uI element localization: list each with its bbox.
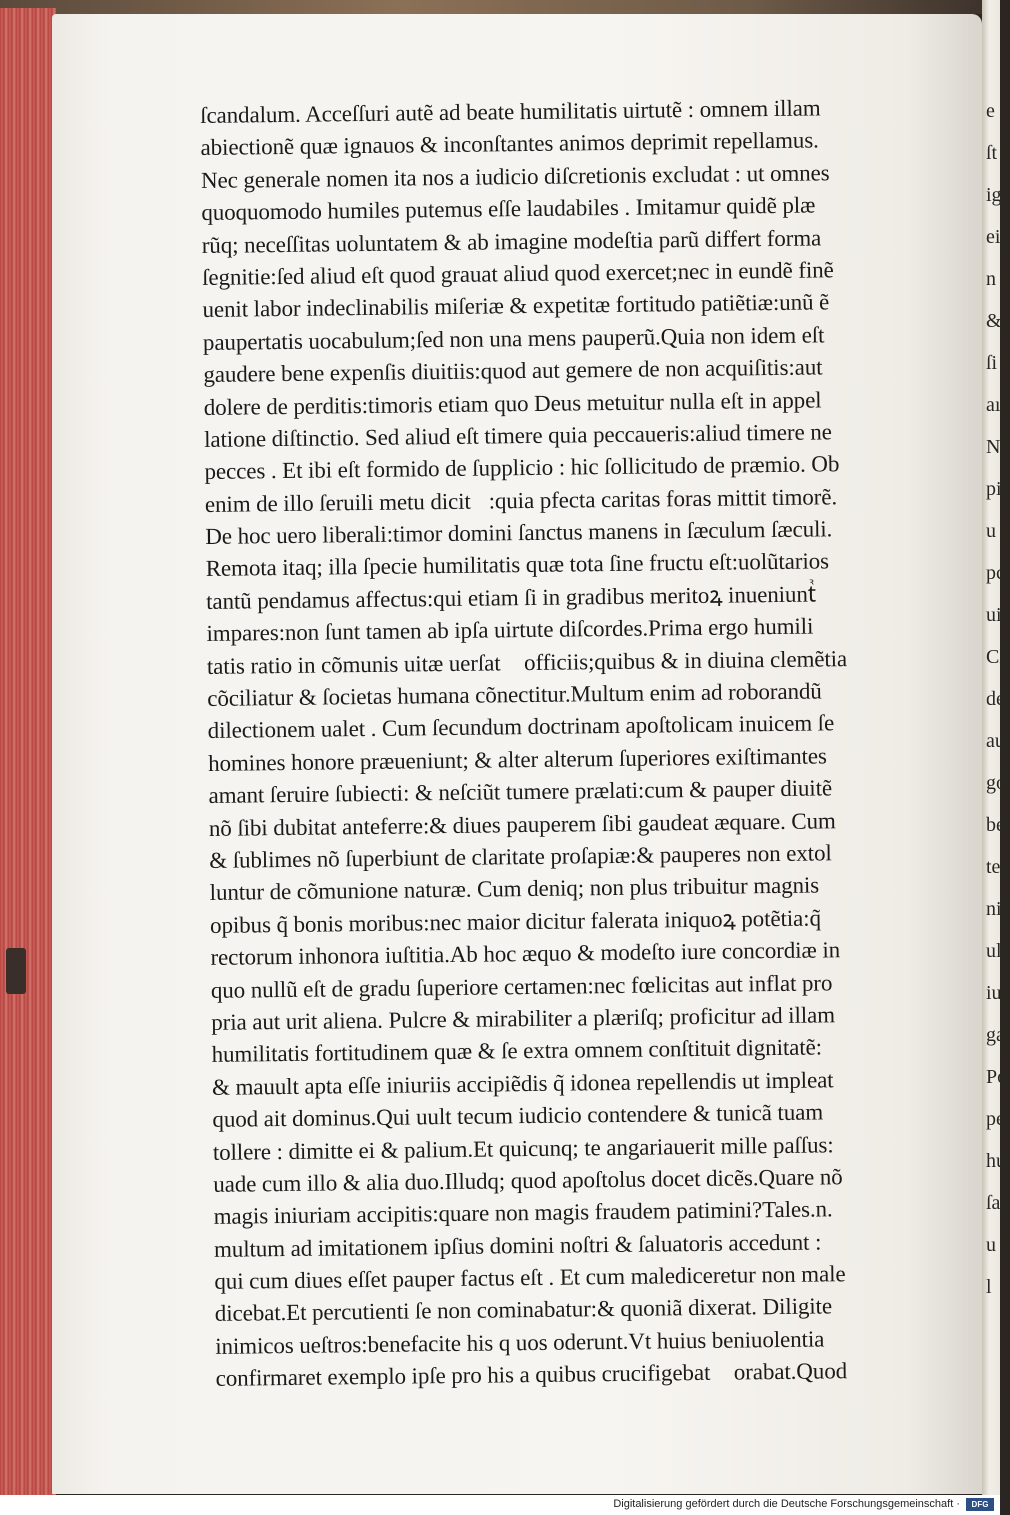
facing-page-fragment: aı [986,394,1001,416]
text-line: amant ſeruire ſubiecti: & neſciũt tumere prælati:cum & pauper diuitẽ [208,775,833,809]
text-line: rectorum inhonora iuſtitia.Ab hoc æquo & modeſto iure concordiæ in [210,937,841,971]
text-line: cõciliatur & ſocietas humana cõnectitur.Multum enim ad roborandũ [207,678,822,711]
text-line: impares:non ſunt tamen ab ipſa uirtute diſcordes.Prima ergo humili [206,613,814,647]
facing-page-fragment: n [986,268,996,290]
text-line: tollere : dimitte ei & palium.Et quicunq; te angariauerit mille paſſus: [212,1131,834,1165]
text-line: De hoc uero liberali:timor domini ſanctus manens in ſæculum ſæculi. [205,516,833,550]
facing-page-fragment: pc [986,562,1005,584]
text-line: luntur de cõmunione naturæ. Cum deniq; non plus tribuitur magnis [209,872,820,906]
facing-page-fragment: de [986,688,1005,710]
facing-page-fragment: ull [986,940,1008,962]
text-line: abiectionẽ quæ ignauos & inconſtantes animos deprimit repellamus. [200,127,819,161]
text-line: uenit labor indeclinabilis miſeriæ & expetitæ fortitudo patiẽtiæ:unũ ẽ [202,289,830,323]
binding-tab-mark [6,948,26,994]
text-line: & mauult apta eſſe iniuriis accipiẽdis q̃ idonea repellendis ut impleatᷣ [211,1066,852,1100]
text-line: nõ ſibi dubitat anteferre:& diues pauperem ſibi gaudeat æquare. Cum [208,807,836,841]
text-line: dilectionem ualet . Cum ſecundum doctrinam apoſtolicam inuicem ſe [207,710,835,744]
facing-page-strip [982,0,1010,1495]
facing-page-fragment: u [986,1234,996,1256]
facing-page-fragment: ſa [986,1192,1001,1214]
facing-page-fragment: iu [986,982,1002,1004]
text-line: quoquomodo humiles putemus eſſe laudabiles . Imitamur quidẽ plæ [201,192,816,226]
text-line: opibus q̃ bonis moribus:nec maior dicitur falerata iniquoꝝ potẽtia:q̃ [209,905,822,938]
facing-page-fragment: ſt [986,142,998,164]
text-line: pecces . Et ibi eſt formido de ſupplicio : hic ſollicitudo de præmio. Ob [204,451,840,485]
dfg-logo: DFG [966,1498,994,1511]
funding-credit: Digitalisierung gefördert durch die Deutsche Forschungsgemeinschaft · [613,1498,960,1510]
text-line: Nec generale nomen ita nos a iudicio diſcretionis excludat : ut omnes [200,160,830,193]
text-line: paupertatis uocabulum;ſed non una mens pauperũ.Quia non idem eſt [202,322,825,355]
text-line: ſegnitie:ſed aliud eſt quod grauat aliud quod exercet;nec in eundẽ finẽ [202,257,834,290]
facing-page-fragment: go [986,772,1006,794]
text-line: enim de illo ſeruili metu dicitᷣ:quia pfecta caritas foras mittit timorẽ. [204,483,838,517]
text-line: rũq; neceſſitas uoluntatem & ab imagine modeſtia parũ differt forma [201,224,822,258]
facing-page-fragment: au [986,730,1005,752]
facing-page-fragment: be [986,814,1005,836]
text-line: magis iniuriam accipitis:quare non magis fraudem patimini?Tales.n. [213,1196,833,1230]
facing-page-fragment: nie [986,898,1010,920]
digitization-footer [0,1495,1000,1515]
facing-page-fragment: pi [986,478,1002,500]
text-line: quod ait dominus.Qui uult tecum iudicio contendere & tunicã tuam [212,1099,824,1133]
facing-page-fragment: ga [986,1024,1005,1046]
text-line: dolere de perditis:timoris etiam quo Deus metuitur nulla eſt in appel [203,386,822,420]
facing-page-fragment: pe [986,1108,1005,1130]
text-line: homines honore præueniunt; & alter alterum ſuperiores exiſtimantes [207,743,827,776]
text-line: Remota itaq; illa ſpecie humilitatis quæ tota ſine fructu eſt:uolũtarios [205,548,830,582]
facing-page-fragment: u [986,520,996,542]
text-line: multum ad imitationem ipſius domini noſtri & ſaluatoris accedunt : [213,1229,822,1262]
text-line: qui cum diues eſſet pauper factus eſt . Et cum malediceretur non male [214,1261,846,1294]
facing-page-fragment: N [986,436,1001,458]
facing-page-fragment: Po [986,1066,1008,1088]
text-line: dicebat.Et percutienti ſe non cominabatur:& quoniã dixerat. Diligite [214,1293,833,1327]
text-line: gaudere bene expenſis diuitiis:quod aut gemere de non acquiſitis:aut [203,354,823,388]
facing-page-fragment: ter [986,856,1008,878]
facing-page-fragment: Cl [986,646,1005,668]
facing-page-fragment: ig [986,184,1002,206]
red-page-edges [0,8,56,1495]
text-line: quo nullũ eſt de gradu ſuperiore certamen:nec fœlicitas aut inflat pro [210,969,833,1003]
text-line: ſcandalum. Acceſſuri autẽ ad beate humilitatis uirtutẽ : omnem illam [200,95,821,128]
top-book-edge [0,0,1000,14]
facing-page-fragment: ſi [986,352,998,374]
text-line: latione diſtinctio. Sed aliud eſt timere quia peccaueris:aliud timere ne [203,419,832,452]
facing-page-fragment: hu [986,1150,1006,1172]
text-line: tantũ pendamus affectus:qui etiam ſi in gradibus meritoꝝ inueniuntᷣ [205,581,817,614]
text-line: confirmaret exemplo ipſe pro his a quibus crucifigebatᷣ orabat.Quod [215,1358,848,1392]
facing-page-fragment: l [986,1276,992,1298]
text-line: humilitatis fortitudinem quæ & ſe extra omnem conſtituit dignitatẽ: [211,1034,823,1068]
facing-page-fragment: ei [986,226,1001,248]
text-line: tatis ratio in cõmunis uitæ uerſatᷣ officiis;quibus & in diuina clemẽtia [206,645,848,679]
text-line: inimicos ueſtros:benefacite his q uos oderunt.Vt huius beniuolentia [215,1326,825,1359]
text-line: pria aut urit aliena. Pulcre & mirabiliter a plæriſq; proficitur ad illam [211,1002,836,1035]
facing-page-fragment: ui [986,604,1002,626]
facing-page-fragment: & [986,310,1002,332]
text-line: uade cum illo & alia duo.Illudq; quod apoſtolus docet dicẽs.Quare nõ [213,1164,843,1197]
text-line: & ſublimes nõ ſuperbiunt de claritate proſapiæ:& pauperes non extol [209,840,832,873]
facing-page-fragment: e [986,100,995,122]
page-text-block [200,91,944,1395]
